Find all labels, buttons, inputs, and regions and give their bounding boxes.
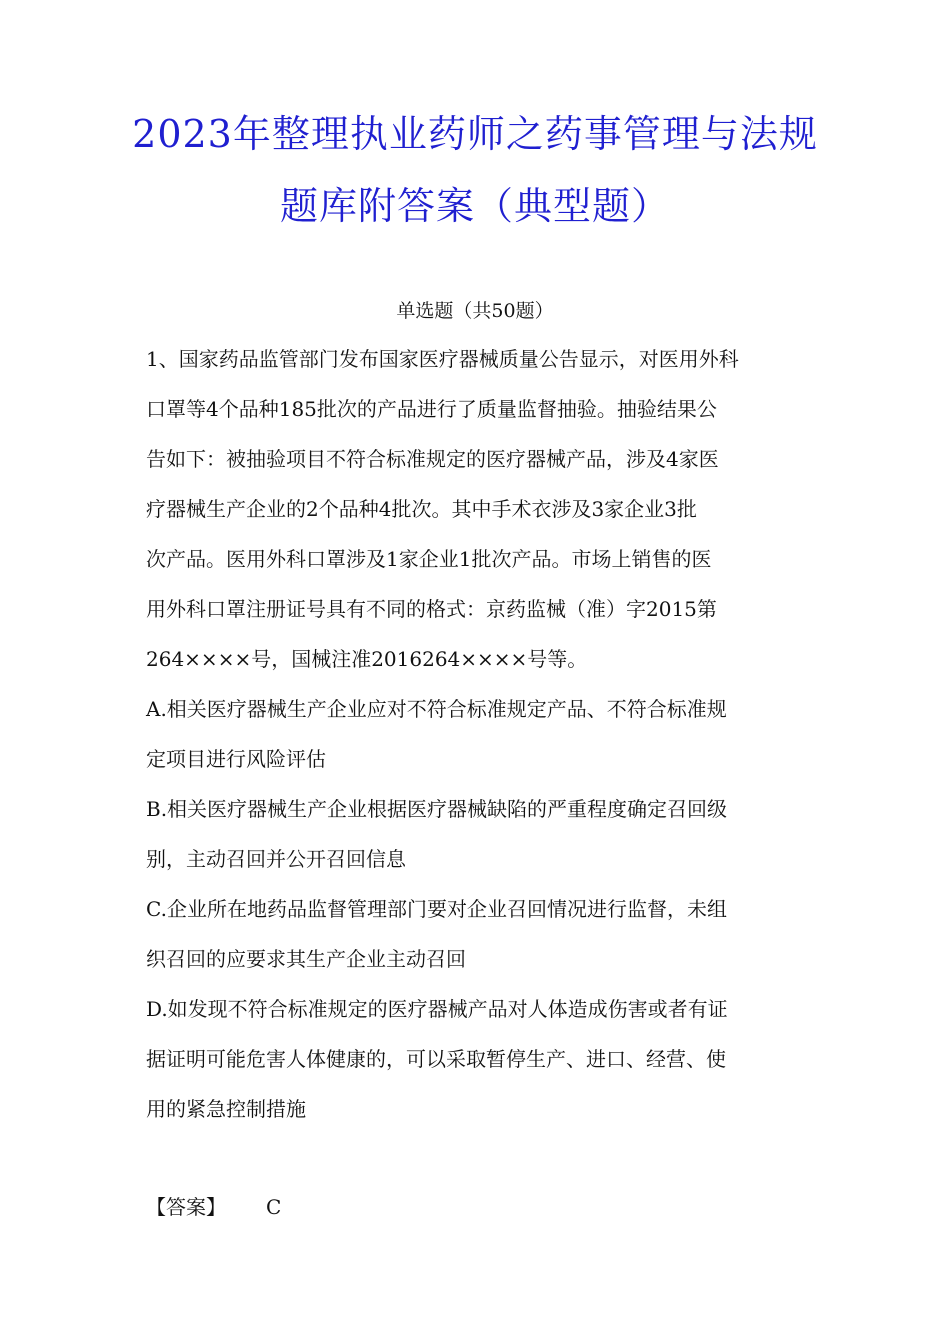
question-stem-line: 用外科口罩注册证号具有不同的格式：京药监械（准）字2015第 [146,597,717,621]
question-stem-line: 1、国家药品监管部门发布国家医疗器械质量公告显示，对医用外科 [146,347,739,371]
option-c-line: C.企业所在地药品监督管理部门要对企业召回情况进行监督，未组 [146,897,727,921]
document-title-line-2: 题库附答案（典型题） [279,184,670,228]
answer-value: C [266,1195,282,1219]
section-header: 单选题（共50题） [396,300,554,322]
document-title-line-1: 2023年整理执业药师之药事管理与法规 [132,112,818,156]
option-b-line: B.相关医疗器械生产企业根据医疗器械缺陷的严重程度确定召回级 [146,797,728,821]
question-stem-line: 口罩等4个品种185批次的产品进行了质量监督抽验。抽验结果公 [146,397,717,421]
option-d-line: 据证明可能危害人体健康的，可以采取暂停生产、进口、经营、使 [146,1047,726,1071]
question-stem-line: 264××××号，国械注准2016264××××号等。 [146,647,588,671]
question-stem-line: 疗器械生产企业的2个品种4批次。其中手术衣涉及3家企业3批 [146,497,697,521]
question-stem-line: 告如下：被抽验项目不符合标准规定的医疗器械产品，涉及4家医 [146,447,719,471]
option-b-line: 别，主动召回并公开召回信息 [146,847,406,871]
option-d-line: 用的紧急控制措施 [146,1097,306,1121]
option-a-line: A.相关医疗器械生产企业应对不符合标准规定产品、不符合标准规 [146,697,727,721]
option-d-line: D.如发现不符合标准规定的医疗器械产品对人体造成伤害或者有证 [146,997,728,1021]
option-a-line: 定项目进行风险评估 [146,747,326,771]
answer-label: 【答案】 [146,1195,226,1219]
option-c-line: 织召回的应要求其生产企业主动召回 [146,947,466,971]
question-stem-line: 次产品。医用外科口罩涉及1家企业1批次产品。市场上销售的医 [146,547,712,571]
